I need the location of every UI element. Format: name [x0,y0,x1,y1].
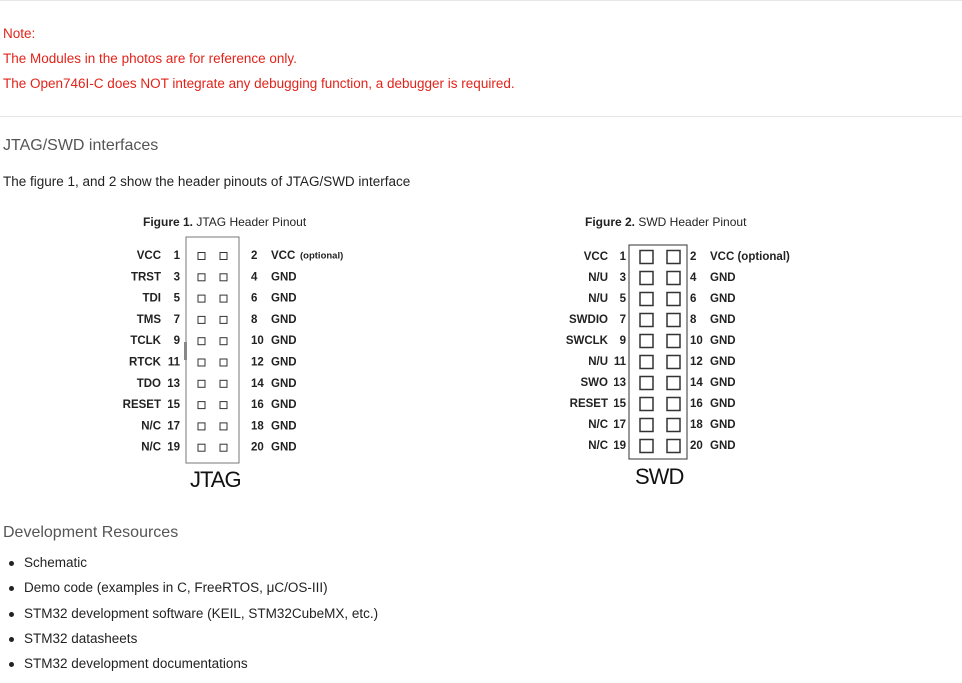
swd-right-pin-name: GND [710,293,736,306]
jtag-left-pin-name: N/C [141,420,161,433]
swd-left-pin-name: N/C [588,419,608,432]
note-line-1: The Modules in the photos are for reference only. [3,51,297,66]
top-divider [0,0,962,1]
swd-pin-square [640,251,653,264]
swd-right-pin-name: GND [710,272,736,285]
swd-left-pin-number: 19 [613,440,626,453]
swd-pin-square [640,440,653,453]
resource-item-datasheets[interactable]: STM32 datasheets [3,629,378,654]
section-divider [0,116,962,117]
swd-left-pin-number: 7 [619,314,626,327]
swd-pin-square [667,251,680,264]
jtag-left-pin-number: 7 [173,313,180,326]
swd-left-pin-name: N/C [588,440,608,453]
jtag-left-pin-number: 15 [167,399,180,412]
swd-pin-square [667,398,680,411]
resource-item-dev-software[interactable]: STM32 development software (KEIL, STM32CubeMX, etc.) [3,604,378,629]
jtag-left-pin-number: 1 [173,250,180,263]
figure-2-caption-number: Figure 2. [585,215,636,229]
swd-right-pin-name: GND [710,335,736,348]
jtag-left-pin-number: 9 [173,335,180,348]
swd-left-pin-number: 3 [619,272,626,285]
jtag-pin-square [198,380,205,387]
swd-pin-square [640,293,653,306]
jtag-left-pin-name: TDI [142,292,161,305]
swd-pin-square [640,419,653,432]
swd-header-outline [629,245,687,459]
swd-pin-square [640,314,653,327]
swd-right-pin-number: 8 [690,314,697,327]
jtag-left-pin-name: TRST [130,271,161,284]
swd-right-pin-number: 14 [690,377,703,390]
jtag-pin-square [220,380,227,387]
resources-list [3,553,378,679]
swd-left-pin-number: 11 [613,356,626,369]
jtag-pin-square [198,402,205,409]
jtag-swd-intro: The figure 1, and 2 show the header pinouts of JTAG/SWD interface [3,174,411,189]
jtag-left-pin-name: TCLK [130,335,161,348]
jtag-left-pin-number: 13 [167,377,180,390]
jtag-right-pin-number: 16 [251,399,264,412]
jtag-pin-square [198,316,205,323]
swd-label: SWD [635,463,684,489]
jtag-pin-square [220,338,227,345]
jtag-right-pin-name: GND [271,356,297,369]
jtag-right-pin-name: GND [271,399,297,412]
jtag-pin-square [198,253,205,260]
jtag-right-pin-number: 12 [251,356,264,369]
swd-pin-square [640,272,653,285]
jtag-pin-square [220,423,227,430]
jtag-right-pin-number: 18 [251,420,264,433]
swd-right-pin-name: VCC (optional) [710,251,790,264]
swd-right-pin-name: GND [710,419,736,432]
swd-right-pin-number: 4 [690,272,697,285]
swd-pin-square [667,335,680,348]
figure-1-caption-number: Figure 1. [143,215,194,229]
swd-left-pin-name: N/U [588,356,608,369]
jtag-right-pin-name: GND [271,335,297,348]
jtag-pin-square [220,253,227,260]
jtag-right-pin-name: GND [271,313,297,326]
figure-2-caption-text: SWD Header Pinout [635,215,747,229]
figure-1-caption-text: JTAG Header Pinout [193,215,307,229]
jtag-left-pin-name: TMS [136,313,161,326]
resource-item-schematic[interactable]: Schematic [3,553,378,578]
swd-pin-square [667,440,680,453]
swd-left-pin-name: SWO [580,377,608,390]
swd-right-pin-number: 12 [690,356,703,369]
jtag-label: JTAG [190,466,241,492]
swd-left-pin-number: 17 [613,419,626,432]
swd-pin-square [640,356,653,369]
note-title: Note: [3,26,36,41]
resource-item-demo-code[interactable]: Demo code (examples in C, FreeRTOS, μC/OS-III) [3,578,378,603]
swd-pin-square [667,377,680,390]
jtag-left-pin-number: 17 [167,420,180,433]
jtag-left-pin-name: RESET [122,399,161,412]
swd-right-pin-number: 16 [690,398,703,411]
swd-left-pin-number: 5 [619,293,626,306]
jtag-right-pin-name: GND [271,441,297,454]
swd-right-pin-name: GND [710,398,736,411]
swd-pin-square [667,356,680,369]
jtag-pinout-diagram [100,235,400,505]
note-line-2: The Open746I-C does NOT integrate any debugging function, a debugger is required. [3,76,515,91]
swd-right-pin-name: GND [710,356,736,369]
jtag-right-pin-number: 6 [251,292,258,305]
swd-left-pin-name: RESET [569,398,608,411]
jtag-pin-square [220,444,227,451]
jtag-pin-square [198,423,205,430]
swd-pin-square [667,272,680,285]
jtag-left-pin-number: 3 [173,271,180,284]
jtag-right-pin-extra: (optional) [300,250,344,262]
swd-pinout-diagram [540,235,840,505]
swd-right-pin-name: GND [710,440,736,453]
jtag-header-outline [186,237,239,463]
jtag-pin-square [198,444,205,451]
swd-pin-square [667,419,680,432]
jtag-pin-square [198,295,205,302]
swd-pin-square [640,398,653,411]
jtag-pin-square [198,338,205,345]
swd-right-pin-name: GND [710,314,736,327]
jtag-right-pin-name: GND [271,420,297,433]
figure-1-caption [143,215,306,229]
jtag-right-pin-name: GND [271,292,297,305]
swd-left-pin-name: SWDIO [569,314,608,327]
jtag-left-pin-name: N/C [141,441,161,454]
swd-pin-square [640,335,653,348]
swd-pin-square [667,293,680,306]
swd-right-pin-number: 20 [690,440,703,453]
jtag-pin-square [220,316,227,323]
jtag-right-pin-name: GND [271,377,297,390]
jtag-right-pin-name: GND [271,271,297,284]
figure-2-caption [585,215,746,229]
swd-right-pin-number: 18 [690,419,703,432]
jtag-header-key-notch [184,342,187,360]
swd-left-pin-name: SWCLK [565,335,608,348]
swd-right-pin-number: 2 [690,251,697,264]
jtag-left-pin-name: TDO [136,377,161,390]
swd-right-pin-number: 6 [690,293,697,306]
jtag-right-pin-name: VCC [271,250,296,263]
swd-pin-square [667,314,680,327]
jtag-pin-square [198,274,205,281]
jtag-swd-heading: JTAG/SWD interfaces [3,137,159,154]
jtag-left-pin-name: RTCK [129,356,161,369]
jtag-pin-square [198,359,205,366]
jtag-right-pin-number: 20 [251,441,264,454]
resource-item-dev-docs[interactable]: STM32 development documentations [3,654,378,679]
swd-pin-square [640,377,653,390]
jtag-left-pin-number: 19 [167,441,180,454]
swd-left-pin-name: VCC [583,251,608,264]
jtag-left-pin-name: VCC [136,250,161,263]
swd-right-pin-number: 10 [690,335,703,348]
jtag-pin-square [220,402,227,409]
resources-heading: Development Resources [3,524,179,541]
swd-left-pin-number: 13 [613,377,626,390]
jtag-right-pin-number: 14 [251,377,264,390]
jtag-pin-square [220,359,227,366]
swd-left-pin-number: 9 [619,335,626,348]
swd-right-pin-name: GND [710,377,736,390]
jtag-left-pin-number: 11 [167,356,180,369]
swd-left-pin-number: 1 [619,251,626,264]
swd-left-pin-number: 15 [613,398,626,411]
jtag-right-pin-number: 2 [251,250,258,263]
jtag-right-pin-number: 8 [251,313,258,326]
jtag-left-pin-number: 5 [173,292,180,305]
jtag-pin-square [220,295,227,302]
jtag-pin-square [220,274,227,281]
jtag-right-pin-number: 10 [251,335,264,348]
swd-left-pin-name: N/U [588,293,608,306]
swd-left-pin-name: N/U [588,272,608,285]
jtag-right-pin-number: 4 [251,271,258,284]
